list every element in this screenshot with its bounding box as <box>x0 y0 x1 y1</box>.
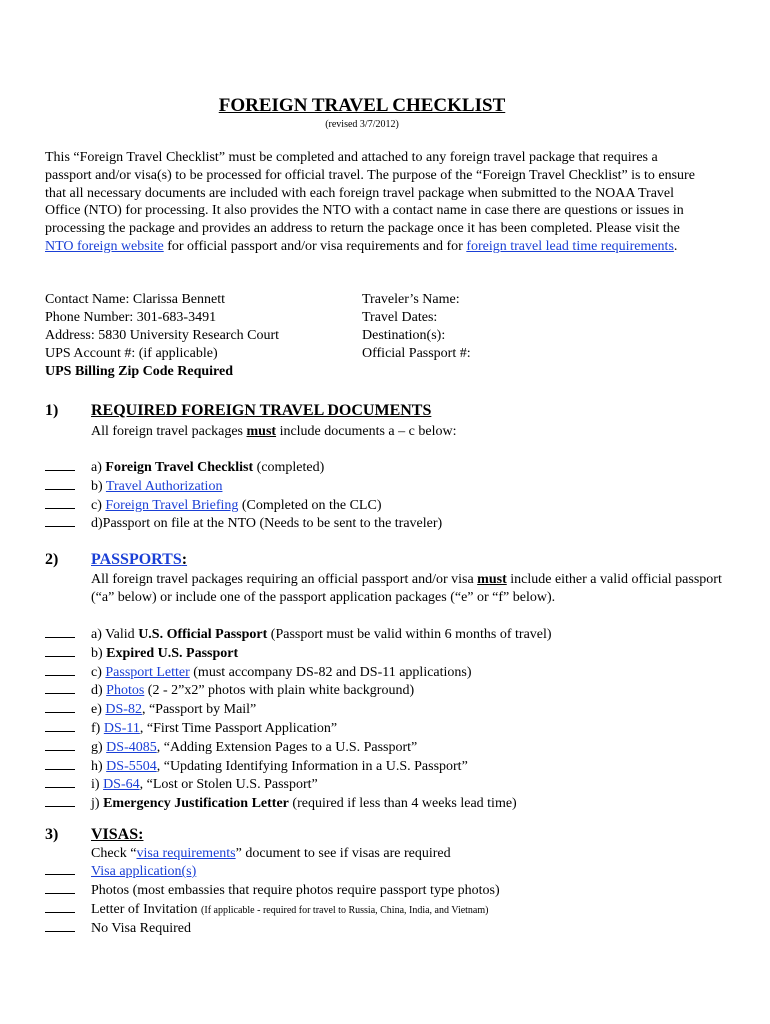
checkbox-blank[interactable] <box>45 681 75 694</box>
list-item: No Visa Required <box>45 919 500 938</box>
list-item: i) DS-64, “Lost or Stolen U.S. Passport” <box>45 775 552 794</box>
intro-text: This “Foreign Travel Checklist” must be completed and attached to any foreign travel package that requires a passport and/or visa(s) to be processed for official travel. The purpose of the “Foreign Travel Checklist” is to ensure that all necessary documents are included with each foreign travel package when submitted to the NOAA Travel Office (NTO) for processing. It also provides the NTO with a contact name in case there are questions or issues in processing the package and provides an address to return the package once it has been completed. Please visit the <box>45 150 695 237</box>
checkbox-blank[interactable] <box>45 719 75 732</box>
travel-authorization-link[interactable]: Travel Authorization <box>105 478 223 494</box>
list-item: g) DS-4085, “Adding Extension Pages to a U.S. Passport” <box>45 738 552 757</box>
contact-info <box>45 291 279 381</box>
checkbox-blank[interactable] <box>45 514 75 527</box>
official-passport-number: Official Passport #: <box>362 346 471 361</box>
photos-link[interactable]: Photos <box>106 683 145 699</box>
list-item: b) Expired U.S. Passport <box>45 644 552 663</box>
list-item: c) Passport Letter (must accompany DS-82 and DS-11 applications) <box>45 663 552 682</box>
list-item: a) Valid U.S. Official Passport (Passport must be valid within 6 months of travel) <box>45 625 552 644</box>
traveler-name: Traveler’s Name: <box>362 292 460 307</box>
section-3-list <box>45 862 500 938</box>
section-2-number: 2) <box>45 551 59 568</box>
list-item: Photos (most embassies that require photos require passport type photos) <box>45 881 500 900</box>
visa-requirements-link[interactable]: visa requirements <box>136 846 236 861</box>
ups-zip-required: UPS Billing Zip Code Required <box>45 364 234 379</box>
foreign-travel-briefing-link[interactable]: Foreign Travel Briefing <box>105 497 239 513</box>
travel-dates: Travel Dates: <box>362 310 438 325</box>
contact-name: Contact Name: Clarissa Bennett <box>45 292 226 307</box>
nto-foreign-website-link[interactable]: NTO foreign website <box>45 238 164 254</box>
list-item: Letter of Invitation (If applicable - required for travel to Russia, China, India, and Vietnam) <box>45 900 500 920</box>
contact-address: Address: 5830 University Research Court <box>45 328 280 343</box>
traveler-info <box>362 291 471 363</box>
checkbox-blank[interactable] <box>45 700 75 713</box>
section-3-number: 3) <box>45 826 59 843</box>
visa-application-link[interactable]: Visa application(s) <box>91 864 197 879</box>
ds-11-link[interactable]: DS-11 <box>103 720 140 736</box>
checkbox-blank[interactable] <box>45 919 75 932</box>
checkbox-blank[interactable] <box>45 862 75 875</box>
section-1-number: 1) <box>45 402 59 419</box>
checkbox-blank[interactable] <box>45 458 75 471</box>
section-2-list <box>45 625 552 813</box>
checkbox-blank[interactable] <box>45 496 75 509</box>
checkbox-blank[interactable] <box>45 757 75 770</box>
list-item: d) Photos (2 - 2”x2” photos with plain white background) <box>45 681 552 700</box>
ds-4085-link[interactable]: DS-4085 <box>106 739 157 755</box>
checkbox-blank[interactable] <box>45 881 75 894</box>
ups-account: UPS Account #: (if applicable) <box>45 346 218 361</box>
list-item: b) Travel Authorization <box>45 477 442 496</box>
checkbox-blank[interactable] <box>45 477 75 490</box>
passport-letter-link[interactable]: Passport Letter <box>105 664 190 680</box>
checkbox-blank[interactable] <box>45 738 75 751</box>
checkbox-blank[interactable] <box>45 644 75 657</box>
list-item: a) Foreign Travel Checklist (completed) <box>45 458 442 477</box>
visa-check-line: Check “visa requirements” document to see if visas are required <box>91 846 451 861</box>
checkbox-blank[interactable] <box>45 775 75 788</box>
list-item: c) Foreign Travel Briefing (Completed on the CLC) <box>45 496 442 515</box>
list-item: d)Passport on file at the NTO (Needs to be sent to the traveler) <box>45 514 442 533</box>
section-1-description: All foreign travel packages must include documents a – c below: <box>91 424 457 439</box>
intro-text-mid: for official passport and/or visa requirements and for <box>163 238 467 254</box>
list-item: e) DS-82, “Passport by Mail” <box>45 700 552 719</box>
section-1-heading: REQUIRED FOREIGN TRAVEL DOCUMENTS <box>91 402 432 419</box>
section-1-list <box>45 458 442 533</box>
contact-phone: Phone Number: 301-683-3491 <box>45 310 217 325</box>
list-item: h) DS-5504, “Updating Identifying Information in a U.S. Passport” <box>45 757 552 776</box>
page-title: FOREIGN TRAVEL CHECKLIST <box>218 95 506 116</box>
list-item <box>45 862 500 881</box>
checkbox-blank[interactable] <box>45 625 75 638</box>
destinations: Destination(s): <box>362 328 446 343</box>
revision-date: (revised 3/7/2012) <box>325 119 399 130</box>
section-2-heading[interactable]: PASSPORTS: <box>91 551 188 568</box>
checkbox-blank[interactable] <box>45 900 75 913</box>
intro-text-end: . <box>673 238 678 254</box>
ds-5504-link[interactable]: DS-5504 <box>106 758 157 774</box>
ds-64-link[interactable]: DS-64 <box>103 777 140 793</box>
checkbox-blank[interactable] <box>45 663 75 676</box>
list-item: f) DS-11, “First Time Passport Application” <box>45 719 552 738</box>
ds-82-link[interactable]: DS-82 <box>105 702 142 718</box>
section-2-description: All foreign travel packages requiring an official passport and/or visa must include either a valid official passport (“a” below) or include one of the passport application packages (“e” or “f” below). <box>91 572 722 605</box>
section-3-heading: VISAS: <box>91 826 144 843</box>
lead-time-requirements-link[interactable]: foreign travel lead time requirements <box>466 238 674 254</box>
intro-paragraph <box>45 149 695 256</box>
list-item: j) Emergency Justification Letter (required if less than 4 weeks lead time) <box>45 794 552 813</box>
checkbox-blank[interactable] <box>45 794 75 807</box>
